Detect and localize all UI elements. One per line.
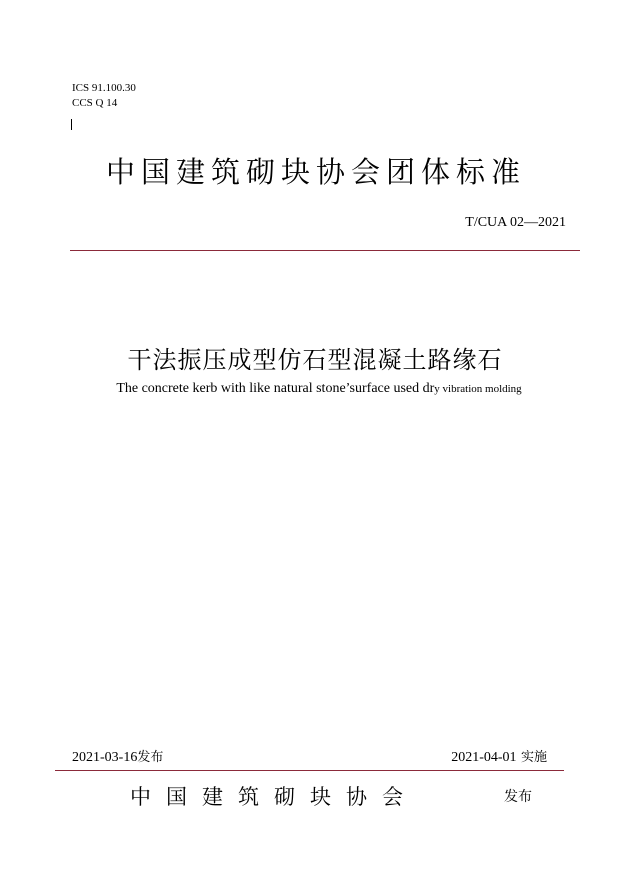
standard-number: T/CUA 02—2021 bbox=[465, 215, 566, 230]
bottom-divider bbox=[55, 770, 564, 771]
english-title-main: The concrete kerb with like natural stone’surface used dr bbox=[116, 381, 435, 396]
implement-date-value: 2021-04-01 bbox=[451, 750, 517, 765]
issue-label: 发布 bbox=[504, 789, 532, 805]
classification-codes bbox=[72, 81, 136, 111]
top-divider bbox=[70, 250, 580, 251]
publish-label: 发布 bbox=[137, 750, 164, 765]
standard-title-chinese: 干法振压成型仿石型混凝土路缘石 bbox=[127, 346, 503, 374]
english-title-small: y vibration molding bbox=[434, 383, 522, 395]
text-cursor bbox=[71, 119, 72, 130]
publish-date-value: 2021-03-16 bbox=[72, 750, 138, 765]
implement-label: 实施 bbox=[520, 750, 547, 765]
issuing-organization: 中国建筑砌块协会 bbox=[130, 785, 418, 809]
ics-code: ICS 91.100.30 bbox=[72, 82, 136, 94]
publish-date bbox=[72, 746, 163, 766]
implement-date bbox=[451, 746, 547, 766]
organization-standard-title: 中国建筑砌块协会团体标准 bbox=[105, 155, 526, 189]
standard-title-english bbox=[0, 381, 622, 397]
ccs-code: CCS Q 14 bbox=[72, 97, 118, 109]
